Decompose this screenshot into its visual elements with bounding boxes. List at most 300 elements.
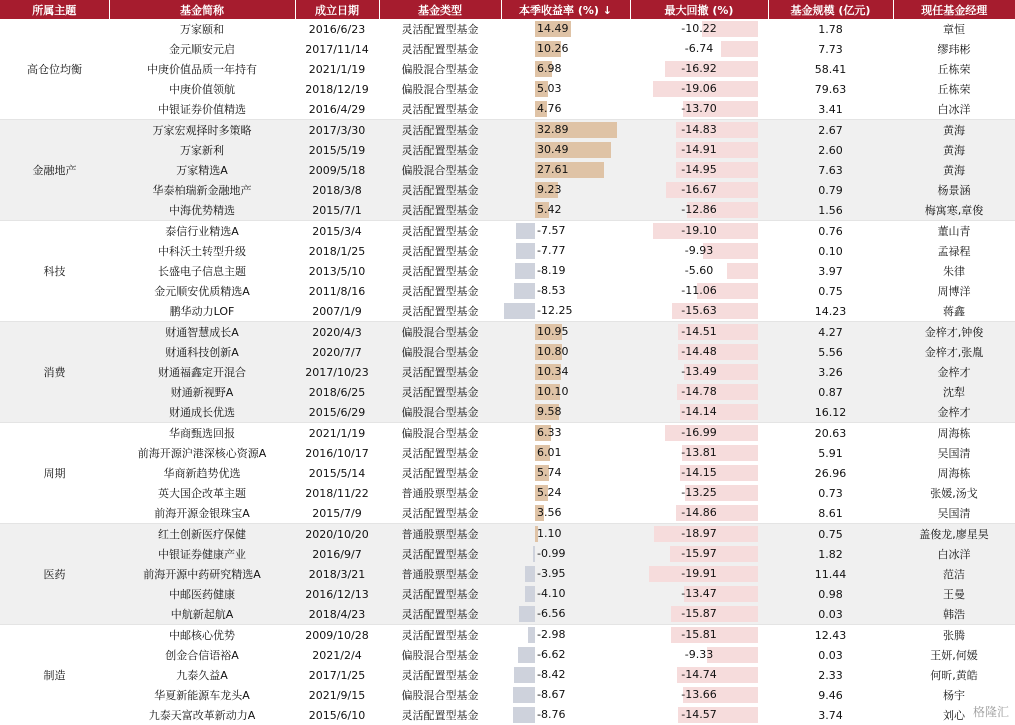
table-row[interactable] <box>0 19 1015 39</box>
inception-date-cell: 2016/4/29 <box>295 99 379 120</box>
fund-name-cell: 中庚价值品质一年持有 <box>109 59 295 79</box>
return-value: -8.53 <box>537 281 565 301</box>
manager-cell: 周博洋 <box>893 281 1015 301</box>
return-value: 5.24 <box>537 483 562 503</box>
drawdown-value: -14.86 <box>681 506 716 519</box>
return-value: -7.57 <box>537 221 565 241</box>
fund-size-cell: 2.60 <box>768 140 893 160</box>
fund-type-cell: 灵活配置型基金 <box>379 120 501 141</box>
fund-type-cell: 灵活配置型基金 <box>379 140 501 160</box>
drawdown-value: -14.14 <box>681 405 716 418</box>
table-row[interactable] <box>0 382 1015 402</box>
table-row[interactable] <box>0 463 1015 483</box>
inception-date-cell: 2015/6/10 <box>295 705 379 725</box>
manager-cell: 白冰洋 <box>893 99 1015 120</box>
quarter-return-cell <box>501 524 630 545</box>
table-row[interactable] <box>0 79 1015 99</box>
quarter-return-cell <box>501 99 630 120</box>
fund-name-cell: 万家颐和 <box>109 19 295 39</box>
watermark-logo: 格隆汇 <box>973 703 1009 720</box>
manager-cell: 何昕,黄皓 <box>893 665 1015 685</box>
fund-size-cell: 9.46 <box>768 685 893 705</box>
return-bar <box>516 223 535 239</box>
fund-size-cell: 3.26 <box>768 362 893 382</box>
header-fund-name[interactable]: 基金简称 <box>109 0 295 19</box>
manager-cell: 王曼 <box>893 584 1015 604</box>
drawdown-value: -15.63 <box>681 304 716 317</box>
fund-size-cell: 16.12 <box>768 402 893 423</box>
drawdown-value: -13.66 <box>681 688 716 701</box>
max-drawdown-cell <box>630 544 768 564</box>
manager-cell: 缪玮彬 <box>893 39 1015 59</box>
fund-name-cell: 金元顺安元启 <box>109 39 295 59</box>
table-row[interactable] <box>0 665 1015 685</box>
quarter-return-cell <box>501 584 630 604</box>
return-value: 6.01 <box>537 443 562 463</box>
drawdown-value: -6.74 <box>685 42 713 55</box>
fund-name-cell: 中银证券价值精选 <box>109 99 295 120</box>
quarter-return-cell <box>501 79 630 99</box>
table-row[interactable] <box>0 625 1015 646</box>
quarter-return-cell <box>501 59 630 79</box>
manager-cell: 金梓才,张胤 <box>893 342 1015 362</box>
fund-type-cell: 灵活配置型基金 <box>379 241 501 261</box>
fund-type-cell: 灵活配置型基金 <box>379 463 501 483</box>
table-row[interactable] <box>0 120 1015 141</box>
table-row[interactable] <box>0 524 1015 545</box>
drawdown-value: -5.60 <box>685 264 713 277</box>
fund-size-cell: 12.43 <box>768 625 893 646</box>
max-drawdown-cell <box>630 99 768 120</box>
return-value: 5.03 <box>537 79 562 99</box>
quarter-return-cell <box>501 463 630 483</box>
fund-name-cell: 红土创新医疗保健 <box>109 524 295 545</box>
max-drawdown-cell <box>630 59 768 79</box>
inception-date-cell: 2020/4/3 <box>295 322 379 343</box>
manager-cell: 梅寓寒,章俊 <box>893 200 1015 221</box>
return-bar <box>504 303 535 319</box>
table-row[interactable] <box>0 180 1015 200</box>
max-drawdown-cell <box>630 423 768 444</box>
inception-date-cell: 2018/4/23 <box>295 604 379 625</box>
drawdown-value: -14.51 <box>681 325 716 338</box>
inception-date-cell: 2011/8/16 <box>295 281 379 301</box>
fund-type-cell: 偏股混合型基金 <box>379 342 501 362</box>
manager-cell: 朱律 <box>893 261 1015 281</box>
drawdown-value: -11.06 <box>681 284 716 297</box>
manager-cell: 章恒 <box>893 19 1015 39</box>
drawdown-value: -13.49 <box>681 365 716 378</box>
table-row[interactable] <box>0 221 1015 242</box>
manager-cell: 丘栋荣 <box>893 79 1015 99</box>
drawdown-value: -16.92 <box>681 62 716 75</box>
return-value: -0.99 <box>537 544 565 564</box>
manager-cell: 杨宇 <box>893 685 1015 705</box>
fund-name-cell: 万家新利 <box>109 140 295 160</box>
return-bar <box>528 627 535 643</box>
inception-date-cell: 2013/5/10 <box>295 261 379 281</box>
quarter-return-cell <box>501 645 630 665</box>
inception-date-cell: 2016/12/13 <box>295 584 379 604</box>
fund-type-cell: 灵活配置型基金 <box>379 544 501 564</box>
return-bar <box>533 546 535 562</box>
fund-size-cell: 2.33 <box>768 665 893 685</box>
manager-cell: 董山青 <box>893 221 1015 242</box>
fund-name-cell: 泰信行业精选A <box>109 221 295 242</box>
fund-size-cell: 5.56 <box>768 342 893 362</box>
fund-name-cell: 中科沃土转型升级 <box>109 241 295 261</box>
table-row[interactable] <box>0 322 1015 343</box>
quarter-return-cell <box>501 200 630 221</box>
header-fund-type[interactable]: 基金类型 <box>379 0 501 19</box>
fund-size-cell: 0.03 <box>768 604 893 625</box>
table-row[interactable] <box>0 584 1015 604</box>
fund-name-cell: 前海开源金银珠宝A <box>109 503 295 524</box>
return-value: 30.49 <box>537 140 569 160</box>
quarter-return-cell <box>501 19 630 39</box>
table-row[interactable] <box>0 160 1015 180</box>
table-row[interactable] <box>0 261 1015 281</box>
inception-date-cell: 2015/7/1 <box>295 200 379 221</box>
fund-type-cell: 偏股混合型基金 <box>379 79 501 99</box>
fund-size-cell: 26.96 <box>768 463 893 483</box>
manager-cell: 丘栋荣 <box>893 59 1015 79</box>
fund-type-cell: 灵活配置型基金 <box>379 221 501 242</box>
table-row[interactable] <box>0 140 1015 160</box>
fund-type-cell: 灵活配置型基金 <box>379 19 501 39</box>
quarter-return-cell <box>501 39 630 59</box>
manager-cell: 周海栋 <box>893 463 1015 483</box>
manager-cell: 张媛,汤戈 <box>893 483 1015 503</box>
inception-date-cell: 2017/1/25 <box>295 665 379 685</box>
fund-type-cell: 普通股票型基金 <box>379 524 501 545</box>
max-drawdown-cell <box>630 342 768 362</box>
quarter-return-cell <box>501 241 630 261</box>
manager-cell: 周海栋 <box>893 423 1015 444</box>
table-row[interactable] <box>0 281 1015 301</box>
quarter-return-cell <box>501 281 630 301</box>
fund-name-cell: 前海开源中药研究精选A <box>109 564 295 584</box>
return-bar <box>514 667 535 683</box>
return-value: 4.76 <box>537 99 562 119</box>
max-drawdown-cell <box>630 503 768 524</box>
max-drawdown-cell <box>630 301 768 322</box>
return-value: 10.10 <box>537 382 569 402</box>
table-row[interactable] <box>0 362 1015 382</box>
return-value: 6.33 <box>537 423 562 443</box>
fund-type-cell: 偏股混合型基金 <box>379 402 501 423</box>
fund-size-cell: 1.56 <box>768 200 893 221</box>
table-body <box>0 19 1015 725</box>
max-drawdown-cell <box>630 200 768 221</box>
fund-type-cell: 灵活配置型基金 <box>379 301 501 322</box>
return-value: 14.49 <box>537 19 569 39</box>
quarter-return-cell <box>501 342 630 362</box>
table-row[interactable] <box>0 544 1015 564</box>
inception-date-cell: 2015/5/14 <box>295 463 379 483</box>
return-bar <box>519 606 535 622</box>
return-bar <box>513 707 535 723</box>
quarter-return-cell <box>501 362 630 382</box>
return-bar <box>516 243 535 259</box>
inception-date-cell: 2017/3/30 <box>295 120 379 141</box>
drawdown-value: -15.87 <box>681 607 716 620</box>
drawdown-value: -16.67 <box>681 183 716 196</box>
fund-size-cell: 3.97 <box>768 261 893 281</box>
fund-name-cell: 长盛电子信息主题 <box>109 261 295 281</box>
quarter-return-cell <box>501 503 630 524</box>
quarter-return-cell <box>501 443 630 463</box>
fund-size-cell: 0.75 <box>768 524 893 545</box>
drawdown-value: -19.10 <box>681 224 716 237</box>
manager-cell: 孟禄程 <box>893 241 1015 261</box>
table-row[interactable] <box>0 402 1015 423</box>
manager-cell: 杨景涵 <box>893 180 1015 200</box>
table-row[interactable] <box>0 241 1015 261</box>
inception-date-cell: 2020/7/7 <box>295 342 379 362</box>
max-drawdown-cell <box>630 261 768 281</box>
quarter-return-cell <box>501 402 630 423</box>
quarter-return-cell <box>501 483 630 503</box>
return-value: -3.95 <box>537 564 565 584</box>
drawdown-value: -12.86 <box>681 203 716 216</box>
fund-name-cell: 前海开源沪港深核心资源A <box>109 443 295 463</box>
fund-size-cell: 0.03 <box>768 645 893 665</box>
manager-cell: 韩浩 <box>893 604 1015 625</box>
table-row[interactable] <box>0 443 1015 463</box>
return-bar <box>515 263 535 279</box>
fund-size-cell: 4.27 <box>768 322 893 343</box>
return-value: 10.34 <box>537 362 569 382</box>
fund-type-cell: 灵活配置型基金 <box>379 281 501 301</box>
drawdown-value: -13.81 <box>681 446 716 459</box>
inception-date-cell: 2015/3/4 <box>295 221 379 242</box>
max-drawdown-cell <box>630 180 768 200</box>
fund-name-cell: 万家宏观择时多策略 <box>109 120 295 141</box>
max-drawdown-cell <box>630 241 768 261</box>
drawdown-value: -19.06 <box>681 82 716 95</box>
fund-type-cell: 灵活配置型基金 <box>379 362 501 382</box>
quarter-return-cell <box>501 180 630 200</box>
max-drawdown-cell <box>630 382 768 402</box>
drawdown-value: -14.74 <box>681 668 716 681</box>
fund-size-cell: 0.87 <box>768 382 893 402</box>
quarter-return-cell <box>501 120 630 141</box>
table-row[interactable] <box>0 301 1015 322</box>
inception-date-cell: 2018/3/21 <box>295 564 379 584</box>
fund-size-cell: 7.73 <box>768 39 893 59</box>
table-row[interactable] <box>0 564 1015 584</box>
max-drawdown-cell <box>630 645 768 665</box>
header-fund-size[interactable]: 基金规模 (亿元) <box>768 0 893 19</box>
drawdown-value: -9.93 <box>685 244 713 257</box>
max-drawdown-cell <box>630 685 768 705</box>
quarter-return-cell <box>501 544 630 564</box>
return-bar <box>525 566 535 582</box>
header-inception-date[interactable]: 成立日期 <box>295 0 379 19</box>
max-drawdown-cell <box>630 120 768 141</box>
max-drawdown-cell <box>630 221 768 242</box>
table-row[interactable] <box>0 59 1015 79</box>
quarter-return-cell <box>501 160 630 180</box>
fund-type-cell: 灵活配置型基金 <box>379 99 501 120</box>
fund-type-cell: 灵活配置型基金 <box>379 604 501 625</box>
quarter-return-cell <box>501 665 630 685</box>
return-value: -8.42 <box>537 665 565 685</box>
return-value: 9.58 <box>537 402 562 422</box>
quarter-return-cell <box>501 564 630 584</box>
inception-date-cell: 2017/10/23 <box>295 362 379 382</box>
fund-type-cell: 普通股票型基金 <box>379 564 501 584</box>
table-row[interactable] <box>0 39 1015 59</box>
table-row[interactable] <box>0 99 1015 120</box>
return-bar <box>513 687 535 703</box>
max-drawdown-cell <box>630 140 768 160</box>
drawdown-bar <box>707 647 758 663</box>
manager-cell: 刘心 <box>893 705 1015 725</box>
quarter-return-cell <box>501 685 630 705</box>
header-theme[interactable]: 所属主题 <box>0 0 109 19</box>
inception-date-cell: 2021/1/19 <box>295 59 379 79</box>
fund-type-cell: 偏股混合型基金 <box>379 322 501 343</box>
quarter-return-cell <box>501 382 630 402</box>
drawdown-value: -15.81 <box>681 628 716 641</box>
drawdown-bar <box>727 263 758 279</box>
inception-date-cell: 2018/1/25 <box>295 241 379 261</box>
fund-size-cell: 8.61 <box>768 503 893 524</box>
fund-name-cell: 中航新起航A <box>109 604 295 625</box>
return-value: 32.89 <box>537 120 569 140</box>
inception-date-cell: 2018/6/25 <box>295 382 379 402</box>
drawdown-value: -14.95 <box>681 163 716 176</box>
fund-type-cell: 偏股混合型基金 <box>379 423 501 444</box>
return-value: 6.98 <box>537 59 562 79</box>
return-value: -12.25 <box>537 301 572 321</box>
fund-size-cell: 0.76 <box>768 221 893 242</box>
header-max-drawdown[interactable]: 最大回撤 (%) <box>630 0 768 19</box>
fund-name-cell: 鹏华动力LOF <box>109 301 295 322</box>
fund-size-cell: 1.82 <box>768 544 893 564</box>
table-row[interactable] <box>0 604 1015 625</box>
manager-cell: 金梓才 <box>893 402 1015 423</box>
fund-size-cell: 0.10 <box>768 241 893 261</box>
return-value: 9.23 <box>537 180 562 200</box>
max-drawdown-cell <box>630 564 768 584</box>
manager-cell: 范洁 <box>893 564 1015 584</box>
fund-name-cell: 创金合信语裕A <box>109 645 295 665</box>
manager-cell: 王妍,何媛 <box>893 645 1015 665</box>
max-drawdown-cell <box>630 705 768 725</box>
fund-name-cell: 财通福鑫定开混合 <box>109 362 295 382</box>
fund-name-cell: 华商新趋势优选 <box>109 463 295 483</box>
header-quarter-return[interactable]: 本季收益率 (%) ↓ <box>501 0 630 19</box>
max-drawdown-cell <box>630 19 768 39</box>
fund-type-cell: 灵活配置型基金 <box>379 180 501 200</box>
fund-type-cell: 偏股混合型基金 <box>379 160 501 180</box>
fund-size-cell: 11.44 <box>768 564 893 584</box>
max-drawdown-cell <box>630 160 768 180</box>
fund-name-cell: 中邮医药健康 <box>109 584 295 604</box>
return-value: 10.26 <box>537 39 569 59</box>
manager-cell: 黄海 <box>893 140 1015 160</box>
fund-type-cell: 灵活配置型基金 <box>379 443 501 463</box>
inception-date-cell: 2009/10/28 <box>295 625 379 646</box>
theme-cell: 医药 <box>0 524 109 625</box>
table-row[interactable] <box>0 483 1015 503</box>
fund-type-cell: 偏股混合型基金 <box>379 685 501 705</box>
manager-cell: 金梓才,钟俊 <box>893 322 1015 343</box>
quarter-return-cell <box>501 261 630 281</box>
header-manager[interactable]: 现任基金经理 <box>893 0 1015 19</box>
fund-size-cell: 0.75 <box>768 281 893 301</box>
table-row[interactable] <box>0 423 1015 444</box>
drawdown-value: -13.70 <box>681 102 716 115</box>
inception-date-cell: 2009/5/18 <box>295 160 379 180</box>
table-row[interactable] <box>0 342 1015 362</box>
fund-type-cell: 灵活配置型基金 <box>379 261 501 281</box>
inception-date-cell: 2018/11/22 <box>295 483 379 503</box>
theme-cell: 科技 <box>0 221 109 322</box>
fund-type-cell: 灵活配置型基金 <box>379 705 501 725</box>
fund-name-cell: 中庚价值领航 <box>109 79 295 99</box>
inception-date-cell: 2015/5/19 <box>295 140 379 160</box>
fund-size-cell: 5.91 <box>768 443 893 463</box>
fund-name-cell: 财通成长优选 <box>109 402 295 423</box>
return-value: -8.67 <box>537 685 565 705</box>
quarter-return-cell <box>501 705 630 725</box>
max-drawdown-cell <box>630 665 768 685</box>
theme-cell: 高仓位均衡 <box>0 19 109 120</box>
fund-type-cell: 普通股票型基金 <box>379 483 501 503</box>
drawdown-value: -9.33 <box>685 648 713 661</box>
drawdown-value: -14.57 <box>681 708 716 721</box>
fund-type-cell: 灵活配置型基金 <box>379 625 501 646</box>
table-row[interactable] <box>0 685 1015 705</box>
max-drawdown-cell <box>630 79 768 99</box>
drawdown-value: -13.25 <box>681 486 716 499</box>
fund-name-cell: 财通新视野A <box>109 382 295 402</box>
inception-date-cell: 2007/1/9 <box>295 301 379 322</box>
drawdown-bar <box>721 41 758 57</box>
return-value: 3.56 <box>537 503 562 523</box>
manager-cell: 盖俊龙,廖星昊 <box>893 524 1015 545</box>
inception-date-cell: 2015/7/9 <box>295 503 379 524</box>
table-row[interactable] <box>0 645 1015 665</box>
manager-cell: 蒋鑫 <box>893 301 1015 322</box>
table-row[interactable] <box>0 705 1015 725</box>
table-row[interactable] <box>0 200 1015 221</box>
fund-name-cell: 华商甄选回报 <box>109 423 295 444</box>
table-row[interactable] <box>0 503 1015 524</box>
manager-cell: 吴国清 <box>893 443 1015 463</box>
fund-type-cell: 灵活配置型基金 <box>379 382 501 402</box>
inception-date-cell: 2017/11/14 <box>295 39 379 59</box>
return-value: 10.80 <box>537 342 569 362</box>
max-drawdown-cell <box>630 281 768 301</box>
drawdown-value: -19.91 <box>681 567 716 580</box>
fund-name-cell: 中银证券健康产业 <box>109 544 295 564</box>
max-drawdown-cell <box>630 584 768 604</box>
drawdown-value: -14.91 <box>681 143 716 156</box>
quarter-return-cell <box>501 625 630 646</box>
theme-cell: 金融地产 <box>0 120 109 221</box>
drawdown-value: -16.99 <box>681 426 716 439</box>
return-value: -7.77 <box>537 241 565 261</box>
inception-date-cell: 2016/9/7 <box>295 544 379 564</box>
drawdown-value: -15.97 <box>681 547 716 560</box>
inception-date-cell: 2020/10/20 <box>295 524 379 545</box>
return-value: -8.19 <box>537 261 565 281</box>
